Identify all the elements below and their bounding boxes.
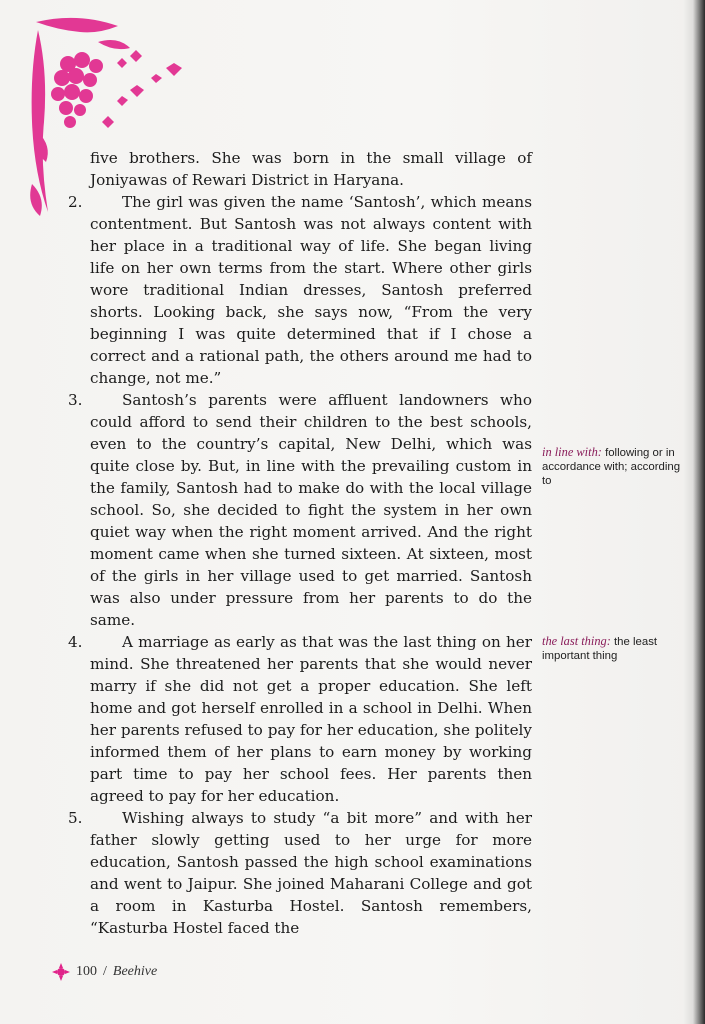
glossary-note-last-thing [542, 634, 692, 663]
glossary-definition: following or in accordance with; according to [542, 447, 681, 487]
page-binding-shadow [683, 0, 705, 1024]
page-footer [52, 963, 157, 981]
glossary-term: in line with: [542, 445, 602, 459]
paragraph-text: The girl was given the name ‘Santosh’, which means contentment. But Santosh was not always content with her place in a traditional way of life. She began living life on her own terms from the start. Where other girls wore traditional Indian dresses, Santosh preferred shorts. Looking back, she says now, “From the very beginning I was quite determined that if I chose a correct and a rational path, the others around me had to change, not me.” [90, 193, 532, 387]
paragraph-number: 5. [68, 809, 83, 827]
book-title: Beehive [112, 964, 158, 979]
body-text [68, 147, 532, 939]
glossary-term: the last thing: [542, 634, 611, 648]
paragraph-2 [68, 191, 532, 389]
footer-separator: / [103, 964, 107, 979]
paragraph-3 [68, 389, 532, 631]
page-number: 100 [76, 964, 97, 979]
paragraph-number: 2. [68, 193, 83, 211]
paragraph-text: A marriage as early as that was the last thing on her mind. She threatened her parents that she would never marry if she did not get a proper education. She left home and got herself enrolled in a school in Delhi. When her parents refused to pay for her education, she politely informed them of her plans to earn money by working part time to pay her school fees. Her parents then agreed to pay for her education. [90, 633, 532, 805]
paragraph-text: Wishing always to study “a bit more” and with her father slowly getting used to her urge for more education, Santosh passed the high school examinations and went to Jaipur. She joined Maharani College and got a room in Kasturba Hostel. Santosh remembers, “Kasturba Hostel faced the [90, 809, 532, 937]
paragraph-1 [72, 147, 532, 191]
paragraph-number: 4. [68, 633, 83, 651]
paragraph-text: five brothers. She was born in the small village of Joniyawas of Rewari District in Haryana. [90, 149, 532, 189]
flower-mark-icon [52, 963, 70, 981]
paragraph-number: 3. [68, 391, 83, 409]
glossary-note-in-line-with [542, 445, 692, 488]
paragraph-5 [68, 807, 532, 939]
paragraph-4 [68, 631, 532, 807]
paragraph-text: Santosh’s parents were affluent landowners who could afford to send their children to the best schools, even to the country’s capital, New Delhi, which was quite close by. But, in line with the prevailing custom in the family, Santosh had to make do with the local village school. So, she decided to fight the system in her own quiet way when the right moment arrived. And the right moment came when she turned sixteen. At sixteen, most of the girls in her village used to get married. Santosh was also under pressure from her parents to do the same. [90, 391, 532, 629]
glossary-definition: the least important thing [542, 636, 658, 662]
